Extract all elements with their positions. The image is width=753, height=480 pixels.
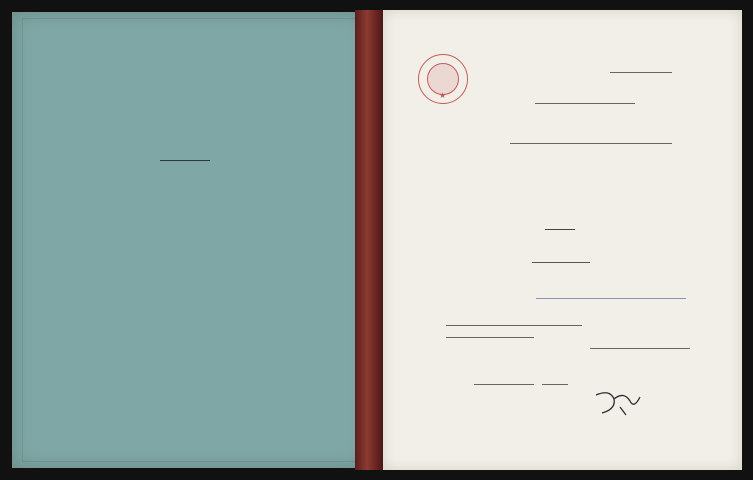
canton-judge-line [446,337,534,338]
day-line [542,384,568,385]
judge-line [446,325,582,326]
left-cover-page [12,12,367,468]
commune-line [510,143,672,144]
observation-rule [160,160,210,161]
actes-rule [545,229,575,230]
arrondissement-line [610,72,672,73]
official-seal-stamp [418,54,468,104]
canton-line [535,103,635,104]
judge-signature [590,385,650,419]
book-spine [355,10,385,470]
count-line [536,298,686,299]
commune-para-line [590,348,690,349]
annee-rule [532,262,590,263]
star-icon: ★ [439,91,447,100]
place-line [474,384,534,385]
